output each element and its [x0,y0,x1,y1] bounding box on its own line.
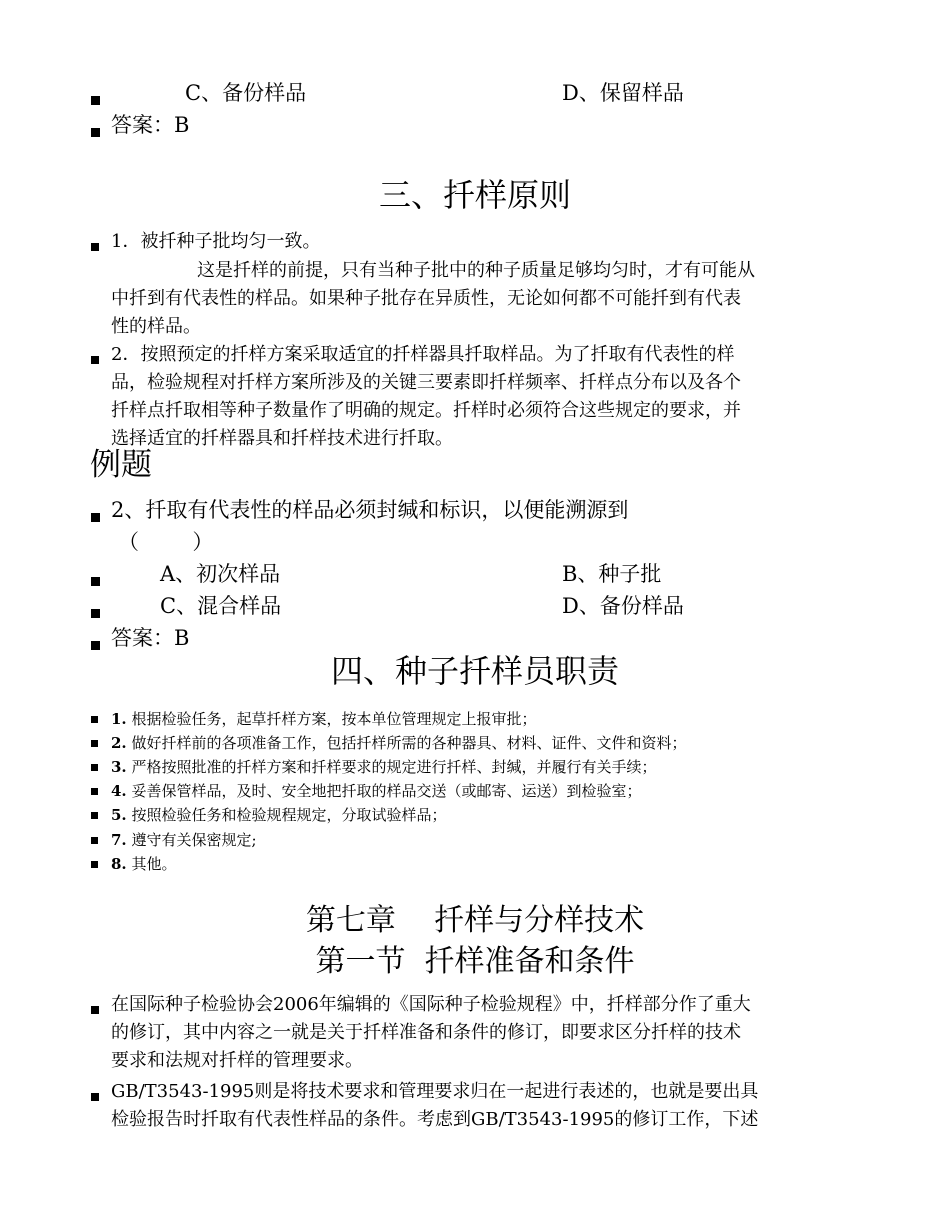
bullet [91,96,100,105]
bullet [91,1006,99,1014]
bullet [91,764,98,771]
bullet [91,243,99,251]
duty-item [111,828,257,852]
duty-text: 严格按照批准的扦样方案和扦样要求的规定进行扦样、封缄，并履行有关手续； [126,758,657,777]
principle-1-line: 这是扦样的前提，只有当种子批中的种子质量足够均匀时，才有可能从 [197,260,755,281]
duty-item [111,707,536,731]
duty-text: 做好扦样前的各项准备工作，包括扦样所需的各种器具、材料、证件、文件和资料； [126,734,687,753]
bullet [91,1093,99,1101]
principle-1-line: 性的样品。 [111,316,201,337]
para-line: GB/T3543-1995则是将技术要求和管理要求归在一起进行表述的，也就是要出具 [111,1081,759,1102]
duty-text: 遵守有关保密规定; [126,830,257,849]
chapter-title: 第七章 扦样与分样技术 [305,903,645,938]
duty-number: 8. [111,854,127,873]
para-line: 的修订，其中内容之一就是关于扦样准备和条件的修订，即要求区分扦样的技术 [111,1022,741,1043]
duty-text: 其他。 [126,854,177,873]
answer: 答案：B [111,113,190,137]
duty-number: 3. [111,758,127,777]
principle-2-line: 扦样点扦取相等种子数量作了明确的规定。扦样时必须符合这些规定的要求，并 [111,400,741,421]
question-text: 2、扦取有代表性的样品必须封缄和标识，以便能溯源到 [111,498,629,522]
bullet [91,609,100,618]
bullet [91,716,98,723]
principle-2-line: 选择适宜的扦样器具和扦样技术进行扦取。 [111,428,453,449]
section-title: 四、种子扦样员职责 [330,652,619,690]
bullet [91,837,98,844]
duty-item [111,755,656,779]
bullet [91,128,100,137]
bullet [91,513,100,522]
bullet [91,356,99,364]
principle-1-line: 中扦到有代表性的样品。如果种子批存在异质性，无论如何都不可能扦到有代表 [111,288,741,309]
answer: 答案：B [111,626,190,650]
bullet [91,788,98,795]
para-line: 在国际种子检验协会2006年编辑的《国际种子检验规程》中，扦样部分作了重大 [111,994,751,1015]
duty-text: 按照检验任务和检验规程规定，分取试验样品； [126,806,447,825]
option-d: D、备份样品 [562,594,684,618]
option-c: C、备份样品 [185,81,307,105]
duty-text: 根据检验任务，起草扦样方案，按本单位管理规定上报审批； [126,710,537,728]
duty-item [111,803,446,827]
bullet [91,812,98,819]
option-a: A、初次样品 [160,562,281,586]
para-line: 要求和法规对扦样的管理要求。 [111,1050,363,1071]
duty-text: 妥善保管样品，及时、安全地把扦取的样品交送（或邮寄、运送）到检验室； [126,782,642,801]
bullet [91,577,100,586]
section-subtitle: 第一节 扦样准备和条件 [315,944,635,979]
duty-number: 7. [111,830,127,849]
para-line: 检验报告时扦取有代表性样品的条件。考虑到GB/T3543-1995的修订工作，下述 [111,1109,759,1130]
principle-1-head: 1．被扦种子批均匀一致。 [111,231,321,252]
principle-2-line: 2．按照预定的扦样方案采取适宜的扦样器具扦取样品。为了扦取有代表性的样 [111,344,735,365]
bullet [91,641,100,650]
duty-number: 5. [111,806,127,825]
option-d: D、保留样品 [562,81,684,105]
bullet [91,740,98,747]
principle-2-line: 品，检验规程对扦样方案所涉及的关键三要素即扦样频率、扦样点分布以及各个 [111,372,741,393]
option-c: C、混合样品 [160,594,282,618]
duty-item [111,779,641,803]
bullet [91,861,98,868]
duty-number: 4. [111,782,127,801]
section-title: 三、扦样原则 [378,176,571,214]
question-blank: （ ） [118,530,214,554]
duty-number: 2. [111,734,127,753]
duty-item [111,731,686,755]
duty-number: 1. [111,710,127,728]
duty-item [111,852,176,876]
example-label: 例题 [90,447,152,483]
option-b: B、种子批 [562,562,662,586]
